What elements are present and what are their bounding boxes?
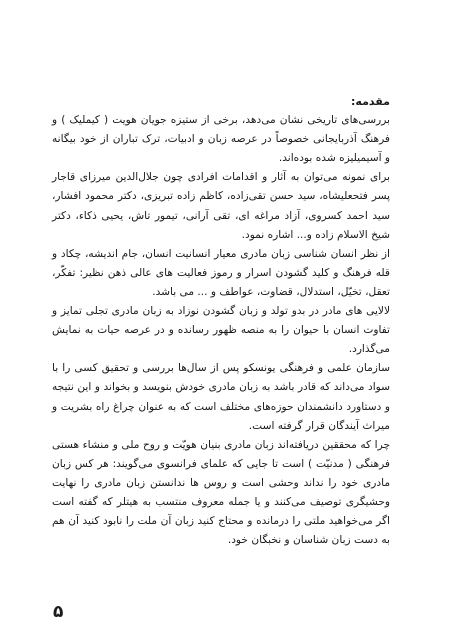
paragraph: از نظر انسان شناسی زبان مادری معیار انسانیت انسان، جام اندیشه، چکاد و قله فرهنگ و کلید گشودن اسرار و رموز فعالیت های عالی ذهن نظیر: تفکّر، تعقل، تخیّل، استدلال، قضاوت، عواطف و ... می باشد. <box>52 247 390 298</box>
paragraph: چرا که محققین دریافته‌اند زبان مادری بنیان هویّت و روح ملی و منشاء هستی فرهنگی ( مدنیّت ) است تا جایی که علمای فرانسوی می‌گویند: هر کس زبان مادری خود را نداند وحشی است و روس ها ندانستن زبان مادری را نهایت وحشیگری توصیف می‌کنند و یا جمله معروف منتسب به هیتلر که گفته است اگر می‌خواهید ملتی را درمانده و محتاج کنید زبان آن ملت را نابود کنید آن هم به دست زبان شناسان و نخبگان خود. <box>52 438 390 547</box>
page-number: ۵ <box>53 602 64 622</box>
paragraph: بررسی‌های تاریخی نشان می‌دهد، برخی از ستیزه جویان هویت ( کیملیک ) و فرهنگ آذربایجانی خصوصاً در عرصه زبان و ادبیات، ترک تباران از خود بیگانه و آسیمیلیزه شده بوده‌اند. <box>52 114 390 165</box>
section-heading: مقدمه: <box>351 95 390 108</box>
paragraph: لالایی های مادر در بدو تولد و زبان گشودن نوزاد به زبان مادری تجلی تمایز و تفاوت انسان با حیوان را به منصه ظهور رسانده و در عرصه حیات به نمایش می‌گذارد. <box>52 305 390 356</box>
paragraph: برای نمونه می‌توان به آثار و اقدامات افرادی چون جلال‌الدین میرزای قاجار پسر فتحعلیشاه، سید حسن تقی‌زاده، کاظم زاده تبریزی، دکتر محمود افشار، سید احمد کسروی، آزاد مراغه ای، تقی آرانی، تیمور تاش، یحیی ذکاء، دکتر شیخ الاسلام زاده و... اشاره نمود. <box>52 171 390 241</box>
page-body <box>52 92 390 550</box>
paragraph: سازمان علمی و فرهنگی یونسکو پس از سال‌ها بررسی و تحقیق کسی را با سواد می‌داند که قادر باشد به زبان مادری خودش بنویسد و بخواند و این نتیجه و دستاورد دانشمندان حوزه‌های مختلف است که به عنوان چراغ راه بشریت و میراث آیندگان قرار گرفته است. <box>52 362 390 432</box>
